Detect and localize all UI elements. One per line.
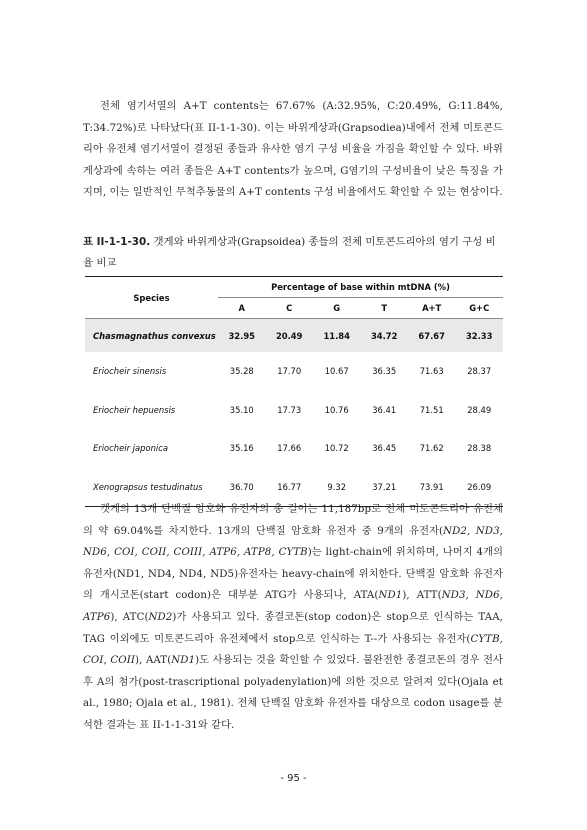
value-a: 32.95 xyxy=(218,319,265,353)
value-gc: 28.37 xyxy=(467,366,492,377)
paragraph-protein-coding-genes xyxy=(83,499,503,737)
value-g: 11.84 xyxy=(313,319,360,353)
species-name: Eriocheir sinensis xyxy=(93,366,167,377)
value-at: 73.91 xyxy=(419,481,444,492)
gene-names: ND1 xyxy=(378,590,403,602)
value-a: 35.28 xyxy=(229,366,254,377)
table-row xyxy=(85,319,503,353)
gene-names: ND1 xyxy=(171,655,196,667)
column-header-g: G xyxy=(333,303,341,313)
column-header-c: C xyxy=(286,303,293,313)
value-c: 17.66 xyxy=(277,443,302,454)
value-c: 16.77 xyxy=(277,481,302,492)
text-run: )도 사용되는 것을 확인할 수 있었다. 불완전한 종결코돈의 경우 전사 후 A의 첨가(post-trascriptional polyadenylation)에 의한 것으로 알려져 있다(Ojala et al., 1980; Ojala et al., 1981). 전체 단백질 암호화 유전자를 대상으로 codon usage를 분석한 결과는 표 II-1-1-31와 같다. xyxy=(83,655,504,731)
gene-names: CYTB, COI, COII xyxy=(83,633,503,667)
value-c: 20.49 xyxy=(265,319,312,353)
paragraph-text xyxy=(83,499,503,737)
value-t: 36.45 xyxy=(372,443,397,454)
value-gc: 28.38 xyxy=(467,443,492,454)
value-gc: 26.09 xyxy=(467,481,492,492)
text-run: )는 light-chain에 위치하며, 나머지 4개의 유전자(ND1, ND4, ND4, ND5)유전자는 heavy-chain에 위치한다. 단백질 암호화 유전자의 개시코돈(start codon)은 대부분 ATG가 사용되나, ATA( xyxy=(83,547,504,602)
page-number: - 95 - xyxy=(280,773,307,784)
value-gc: 28.49 xyxy=(467,404,492,415)
base-composition-table xyxy=(85,276,503,507)
value-at: 67.67 xyxy=(408,319,455,353)
percentage-group-header: Percentage of base within mtDNA (%) xyxy=(218,277,503,298)
value-t: 37.21 xyxy=(372,481,397,492)
table-row xyxy=(85,352,503,391)
value-gc: 32.33 xyxy=(455,319,503,353)
text-run: ), AAT( xyxy=(134,655,172,667)
gene-names: ND2, ND3, ND6, COI, COII, COIII, ATP6, ATP8, CYTB xyxy=(83,525,503,559)
value-g: 9.32 xyxy=(327,481,347,492)
value-t: 34.72 xyxy=(360,319,407,353)
table-caption xyxy=(83,232,503,274)
gene-names: ND3, ND6, ATP6 xyxy=(83,590,503,623)
value-g: 10.76 xyxy=(324,404,349,415)
value-at: 71.51 xyxy=(419,404,444,415)
column-header-a: A xyxy=(238,303,245,313)
paragraph-text: 전체 염기서열의 A+T contents는 67.67% (A:32.95%, C:20.49%, G:11.84%, T:34.72%)로 나타났다(표 II-1-1-30). 이는 바위게상과(Grapsodiea)내에서 전체 미토콘드리아 유전체 염기서열이 결정된 종들과 유사한 염기 구성 비율을 가짐을 확인할 수 있다. 바위게상과에 속하는 여러 종들은 A+T contents가 높으며, G염기의 구성비율이 낮은 특징을 가지며, 이는 일반적인 무척추동물의 A+T contents 구성 비율에서도 확인할 수 있는 현상이다. xyxy=(83,101,503,199)
table-row xyxy=(85,391,503,430)
species-name: Xenograpsus testudinatus xyxy=(93,481,203,492)
text-run: ), ATT( xyxy=(402,590,442,602)
value-at: 71.62 xyxy=(419,443,444,454)
value-c: 17.73 xyxy=(277,404,302,415)
species-name: Eriocheir japonica xyxy=(93,443,168,454)
table-caption-label: 표 II-1-1-30. xyxy=(83,236,151,248)
value-c: 17.70 xyxy=(277,366,302,377)
species-name: Chasmagnathus convexus xyxy=(85,319,218,353)
table-caption-text: 갯게와 바위게상과(Grapsoidea) 종들의 전체 미토콘드리아의 염기 구성 비율 비교 xyxy=(83,236,496,269)
value-g: 10.67 xyxy=(324,366,349,377)
value-a: 35.16 xyxy=(229,443,254,454)
value-a: 35.10 xyxy=(229,404,254,415)
table-row xyxy=(85,429,503,468)
species-header: Species xyxy=(85,277,218,319)
column-header-gc: G+C xyxy=(469,303,490,313)
text-run: 갯게의 13개 단백질 암호화 유전자의 총 길이는 11,187bp로 전체 미토콘드리아 유전체의 약 69.04%를 차지한다. 13개의 단백질 암호화 유전자 중 9개의 유전자( xyxy=(83,504,503,537)
value-a: 36.70 xyxy=(229,481,254,492)
value-at: 71.63 xyxy=(419,366,444,377)
gene-names: ND2 xyxy=(148,611,173,623)
column-header-t: T xyxy=(381,303,388,313)
species-name: Eriocheir hepuensis xyxy=(93,404,176,415)
text-run: )가 사용되고 있다. 종결코돈(stop codon)은 stop으로 인식하는 TAA, TAG 이외에도 미토콘드리아 유전체에서 stop으로 인식하는 T--가 사용되는 유전자( xyxy=(83,611,503,645)
paragraph-base-composition xyxy=(83,96,503,204)
text-run: ), ATC( xyxy=(110,611,149,623)
value-t: 36.35 xyxy=(372,366,397,377)
value-g: 10.72 xyxy=(324,443,349,454)
value-t: 36.41 xyxy=(372,404,397,415)
column-header-at: A+T xyxy=(422,303,442,313)
